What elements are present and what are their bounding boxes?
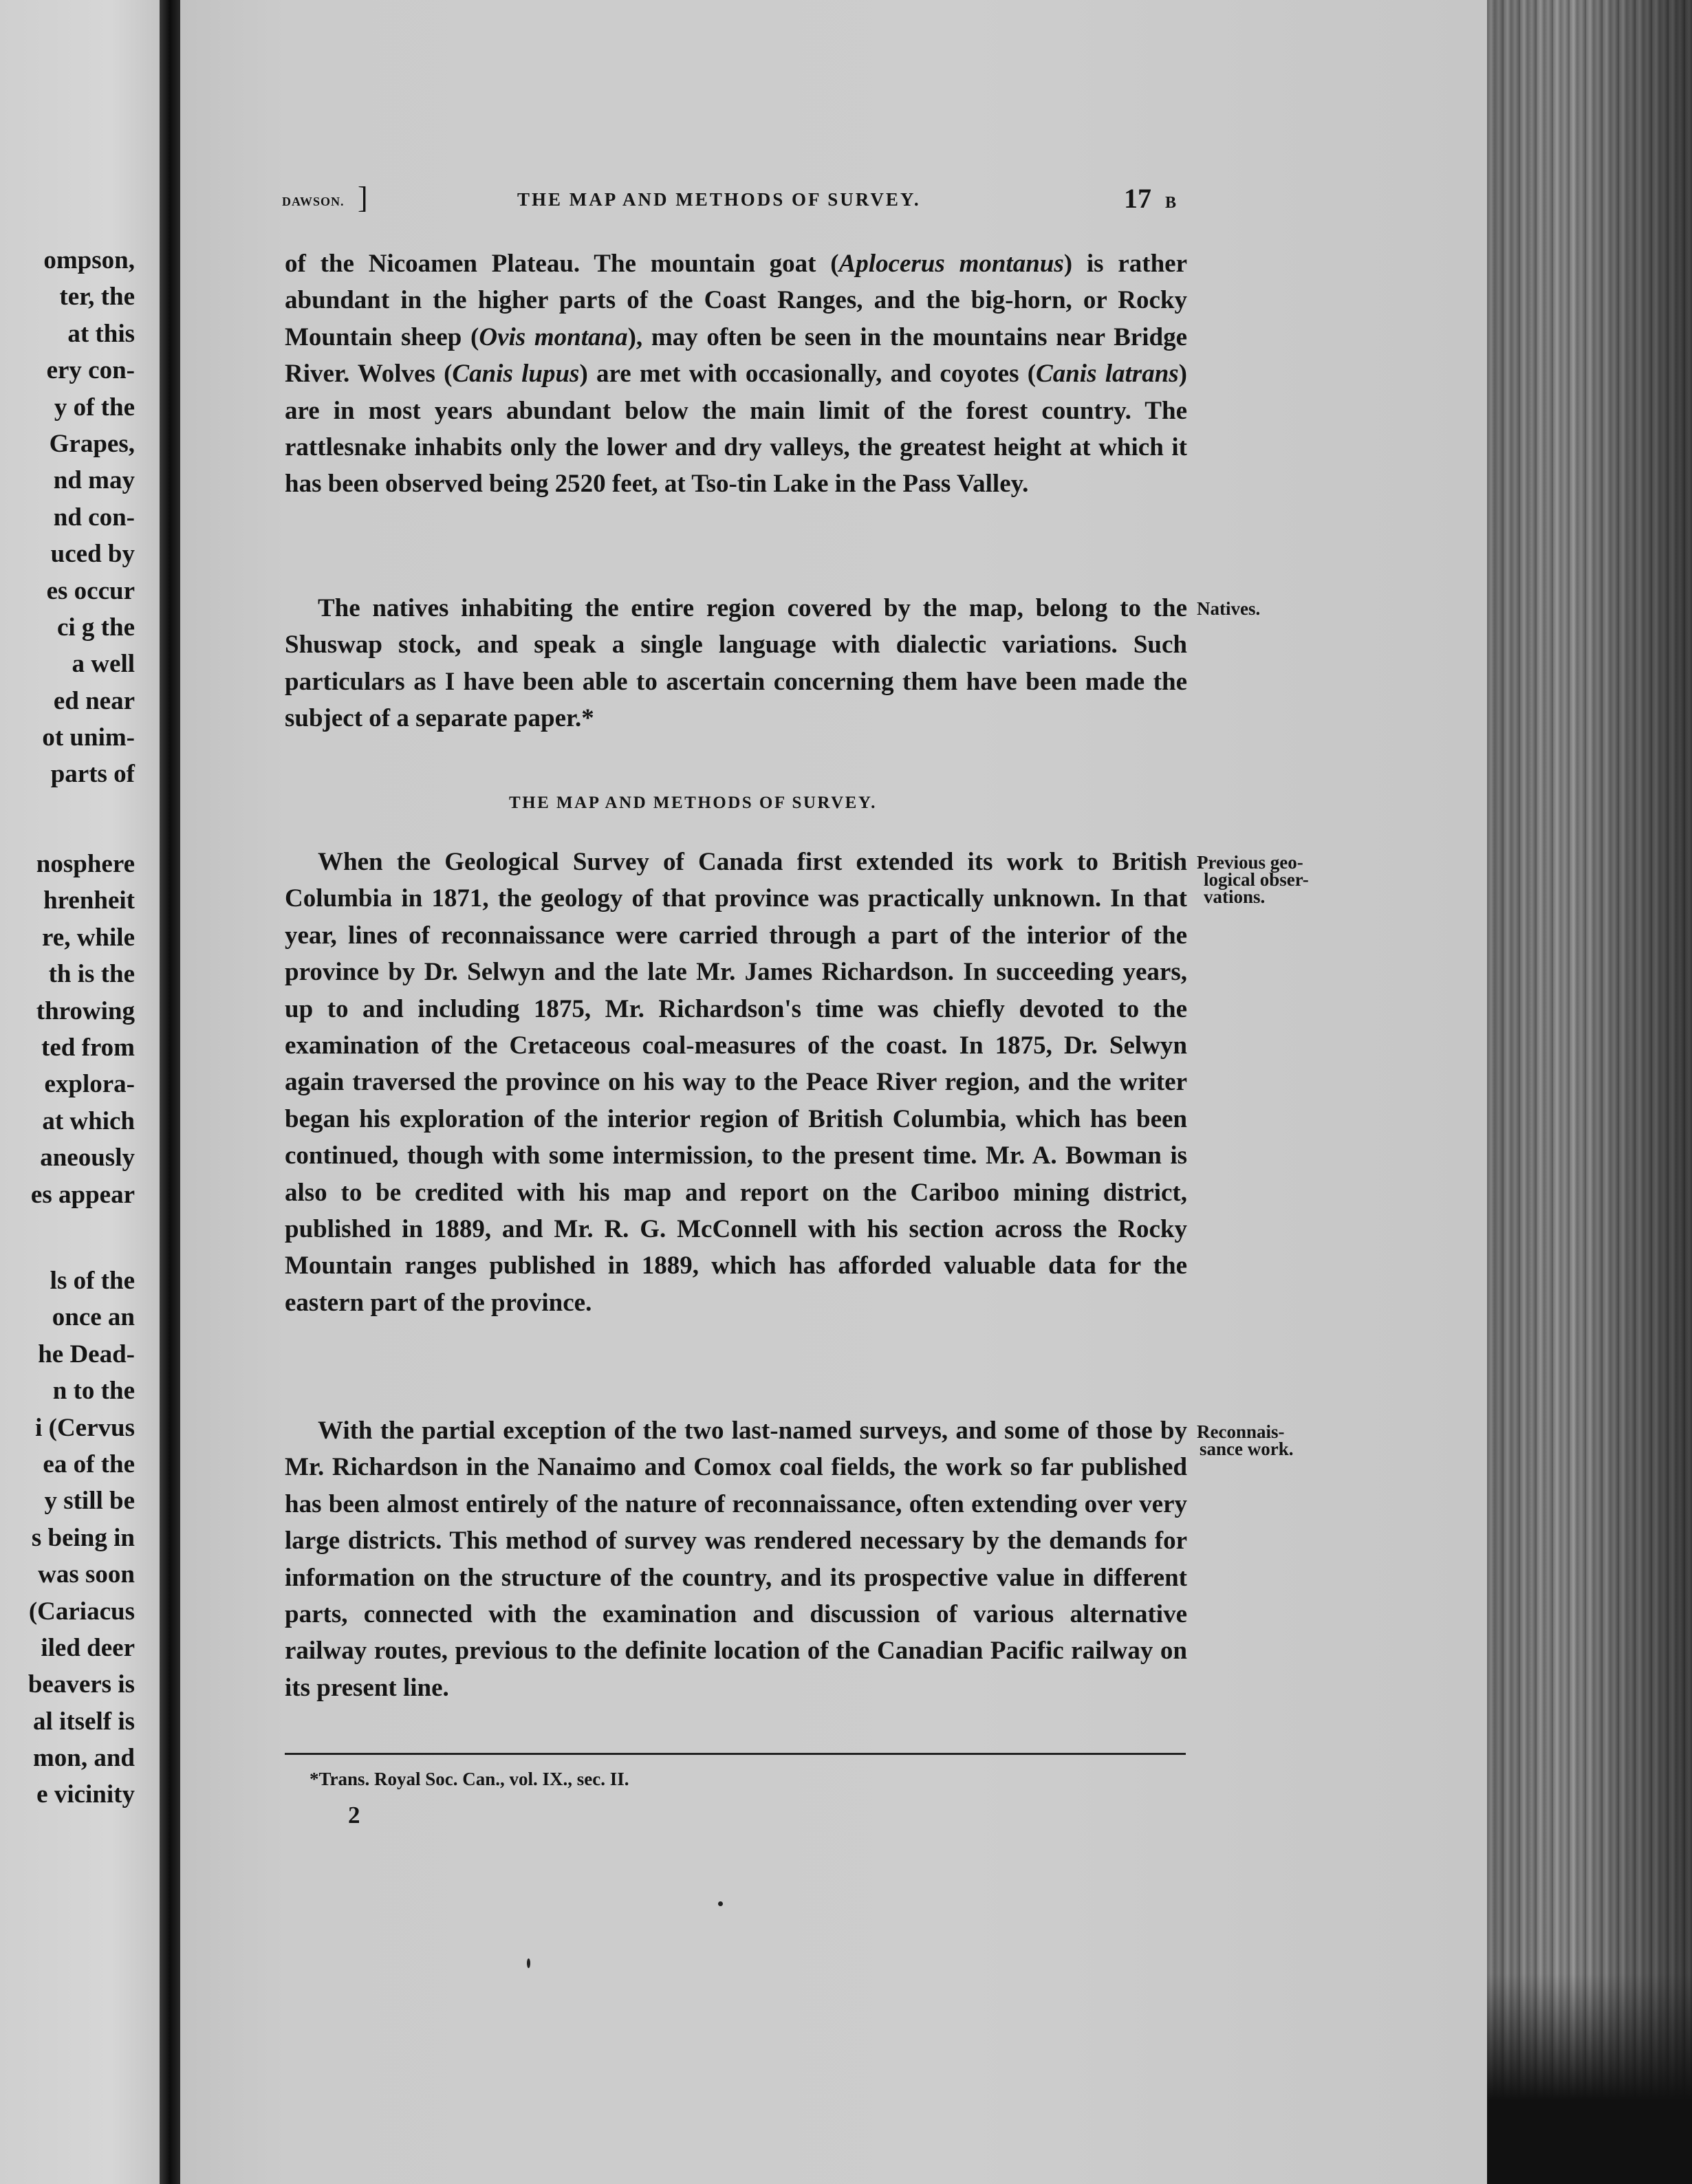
left-page-line: Grapes, bbox=[49, 429, 135, 458]
margin-note-line: sance work. bbox=[1200, 1439, 1294, 1459]
left-page-line: nd con- bbox=[53, 503, 135, 532]
margin-note-line: logical obser- bbox=[1204, 869, 1309, 890]
left-page-line: (Cariacus bbox=[28, 1597, 135, 1626]
paragraph-text: With the partial exception of the two last-named surveys, and some of those by Mr. Richardson in the Nanaimo and Comox coal fields, the work so far published has been almost entirely of the nature of reconnaissance, often extending over very large districts. This method of survey was rendered necessary by the demands for information on the structure of the country, and its prospective value in different parts, connected with the examination and discussion of various alternative railway routes, previous to the definite location of the Canadian Pacific railway on its present line. bbox=[285, 1417, 1187, 1702]
left-page-line: explora- bbox=[44, 1070, 135, 1099]
left-page-text-top bbox=[42, 242, 135, 793]
left-page-text-bottom bbox=[28, 1263, 135, 1813]
text-run: ) are met with occasionally, and coyotes ( bbox=[579, 360, 1037, 389]
page-edges bbox=[1487, 0, 1692, 2184]
left-page-line: al itself is bbox=[33, 1707, 135, 1736]
left-page-line: nosphere bbox=[36, 850, 135, 878]
species-name: Canis lupus bbox=[452, 360, 580, 389]
left-page-line: at this bbox=[67, 319, 135, 348]
left-page-line: aneously bbox=[40, 1144, 135, 1172]
book-gutter bbox=[160, 0, 180, 2184]
left-page-line: ea of the bbox=[43, 1450, 135, 1478]
paragraph-wildlife bbox=[285, 245, 1187, 503]
running-head-author: DAWSON. bbox=[282, 195, 345, 208]
text-run: ) is rather abundant in the higher parts of the Coast Ranges, and the big-horn, or Rocky Mountain sheep ( bbox=[285, 250, 1187, 351]
scan-speck bbox=[527, 1958, 530, 1968]
left-page-line: he Dead- bbox=[38, 1340, 135, 1368]
species-name: Canis latrans bbox=[1036, 360, 1179, 389]
left-page-text-mid bbox=[31, 846, 135, 1213]
left-page-line: ci g the bbox=[56, 613, 135, 642]
left-page-line: i (Cervus bbox=[35, 1413, 135, 1442]
running-head-title: THE MAP AND METHODS OF SURVEY. bbox=[517, 189, 921, 210]
left-page-line: a well bbox=[72, 650, 135, 679]
page-shadow bbox=[1487, 1974, 1692, 2184]
scan-speck bbox=[718, 1901, 723, 1906]
left-page-line: hrenheit bbox=[43, 886, 135, 915]
left-page-line: ery con- bbox=[46, 356, 135, 385]
paragraph-previous-observations bbox=[285, 844, 1187, 1321]
left-facing-page bbox=[0, 0, 160, 2184]
left-page-line: es appear bbox=[30, 1180, 135, 1209]
species-name: Aplocerus montanus bbox=[838, 250, 1064, 278]
margin-note-line: vations. bbox=[1204, 886, 1266, 907]
paragraph-text: The natives inhabiting the entire region covered by the map, belong to the Shuswap stock, and speak a single language with dialectic variations. Such particulars as I have been able to ascertain concerning them have been made the subject of a separate paper.* bbox=[285, 594, 1187, 733]
margin-note-line: Previous geo- bbox=[1197, 852, 1303, 873]
left-page-line: es occur bbox=[46, 576, 135, 605]
left-page-line: mon, and bbox=[32, 1744, 135, 1773]
margin-note-natives: Natives. bbox=[1197, 598, 1261, 619]
left-page-line: ls of the bbox=[50, 1267, 135, 1295]
page-number bbox=[1124, 182, 1176, 215]
left-page-line: th is the bbox=[48, 960, 135, 989]
left-page-line: e vicinity bbox=[36, 1780, 135, 1809]
left-page-line: ot unim- bbox=[42, 723, 135, 752]
margin-note-line: Reconnais- bbox=[1197, 1421, 1285, 1442]
text-run: ) are in most years abundant below the main limit of the forest country. The rattlesnake inhabits only the lower and dry valleys, the greatest height at which it has been observed being 2520 feet, at Tso-tin Lake in the Pass Valley. bbox=[285, 360, 1187, 499]
page-number-value: 17 bbox=[1124, 183, 1151, 214]
left-page-line: n to the bbox=[52, 1377, 135, 1406]
left-page-line: ted from bbox=[41, 1033, 135, 1062]
left-page-line: re, while bbox=[42, 923, 135, 952]
text-run: of the Nicoamen Plateau. The mountain goat ( bbox=[285, 250, 839, 278]
left-page-line: was soon bbox=[38, 1560, 135, 1589]
left-page-line: ompson, bbox=[43, 246, 135, 274]
signature-letter: B bbox=[1165, 194, 1177, 212]
left-page-line: ed near bbox=[53, 686, 135, 715]
species-name: Ovis montana bbox=[479, 323, 628, 351]
text-run: ), may often be seen in the mountains near Bridge River. Wolves ( bbox=[285, 323, 1187, 389]
left-page-line: at which bbox=[42, 1106, 135, 1135]
left-page-line: iled deer bbox=[41, 1633, 135, 1662]
margin-note-reconnaissance bbox=[1197, 1423, 1294, 1458]
left-page-line: y of the bbox=[54, 393, 135, 422]
left-page-line: y still be bbox=[44, 1487, 135, 1516]
left-page-line: nd may bbox=[53, 466, 135, 495]
left-page-line: uced by bbox=[50, 540, 135, 569]
running-head-bracket: ] bbox=[358, 181, 368, 215]
paragraph-natives bbox=[285, 590, 1187, 737]
section-heading: THE MAP AND METHODS OF SURVEY. bbox=[509, 794, 877, 812]
left-page-line: once an bbox=[52, 1303, 135, 1332]
margin-note-previous bbox=[1197, 854, 1309, 906]
left-page-line: s being in bbox=[31, 1523, 135, 1552]
footnote: *Trans. Royal Soc. Can., vol. IX., sec. II. bbox=[310, 1769, 629, 1789]
footnote-rule bbox=[285, 1753, 1186, 1755]
paragraph-reconnaissance bbox=[285, 1412, 1187, 1706]
left-page-line: parts of bbox=[50, 760, 135, 789]
left-page-line: throwing bbox=[36, 996, 135, 1025]
paragraph-text: When the Geological Survey of Canada first extended its work to British Columbia in 1871, the geology of that province was practically unknown. In that year, lines of reconnaissance were carried through a part of the interior of the province by Dr. Selwyn and the late Mr. James Richardson. In succeeding years, up to and including 1875, Mr. Richardson's time was chiefly devoted to the examination of the Cretaceous coal-measures of the coast. In 1875, Dr. Selwyn again traversed the province on his way to the Peace River region, and the writer began his exploration of the interior region of British Columbia, which has been continued, though with some intermission, to the present time. Mr. A. Bowman is also to be credited with his map and report on the Cariboo mining district, published in 1889, and Mr. R. G. McConnell with his section across the Rocky Mountain ranges published in 1889, which has afforded valuable data for the eastern part of the province. bbox=[285, 848, 1187, 1317]
left-page-line: beavers is bbox=[28, 1670, 135, 1699]
left-page-line: ter, the bbox=[59, 283, 135, 312]
printer-signature: 2 bbox=[348, 1802, 360, 1828]
